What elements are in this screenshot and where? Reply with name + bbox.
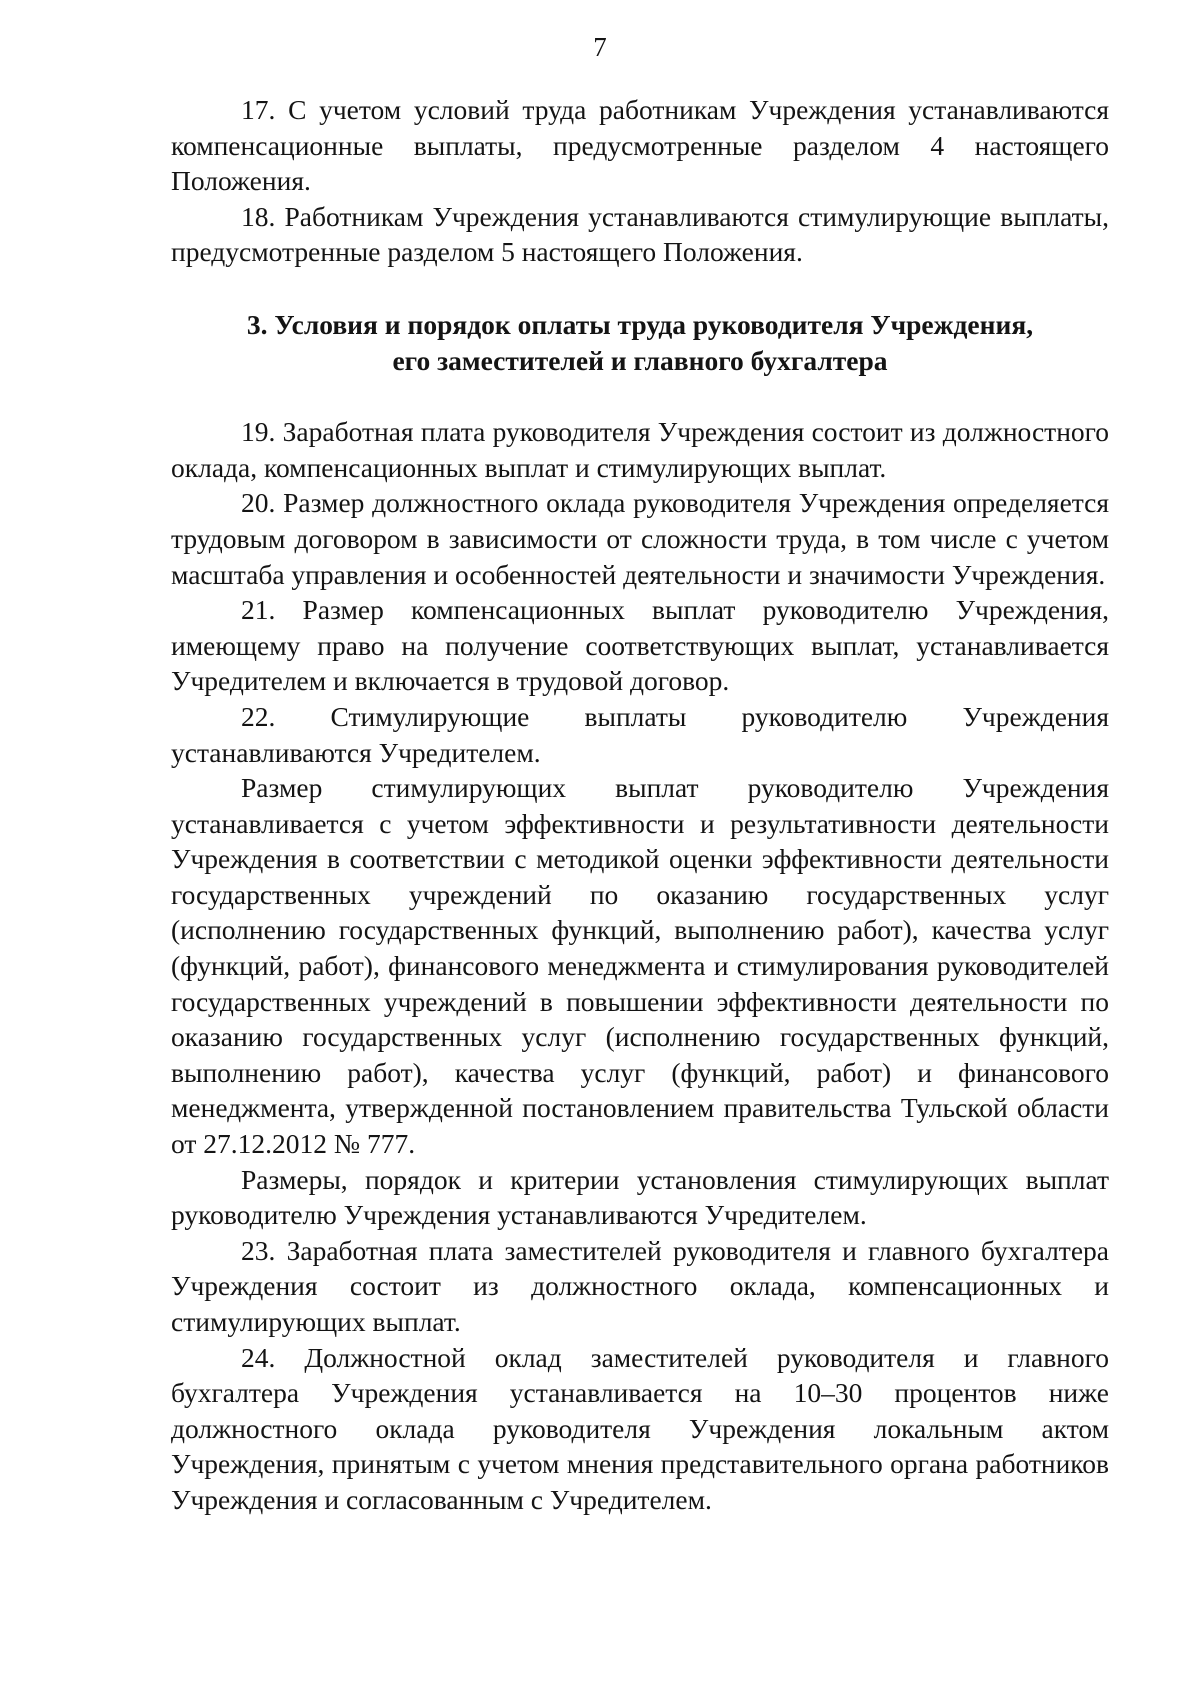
paragraph-17: 17. С учетом условий труда работникам Учреждения устанавливаются компенсационные выплаты, предусмотренные разделом 4 настоящего Положения. — [171, 94, 1109, 197]
paragraph-18: 18. Работникам Учреждения устанавливаются стимулирующие выплаты, предусмотренные разделом 5 настоящего Положения. — [171, 200, 1109, 268]
page-number: 7 — [593, 32, 607, 62]
paragraph-24: 24. Должностной оклад заместителей руководителя и главного бухгалтера Учреждения устанавливается на 10–30 процентов ниже должностного оклада руководителя Учреждения локальным актом Учреждения, принятым с учетом мнения представительного органа работников Учреждения и согласованным с Учредителем. — [171, 1341, 1109, 1515]
paragraph-23: 23. Заработная плата заместителей руководителя и главного бухгалтера Учреждения состоит из должностного оклада, компенсационных и стимулирующих выплат. — [171, 1234, 1109, 1337]
document-body — [171, 92, 1109, 1518]
paragraph-21: 21. Размер компенсационных выплат руководителю Учреждения, имеющему право на получение соответствующих выплат, устанавливается Учредителем и включается в трудовой договор. — [171, 594, 1109, 697]
paragraph-22-incentive-criteria: Размеры, порядок и критерии установления стимулирующих выплат руководителю Учреждения устанавливаются Учредителем. — [171, 1163, 1109, 1231]
paragraph-19: 19. Заработная плата руководителя Учреждения состоит из должностного оклада, компенсационных выплат и стимулирующих выплат. — [171, 416, 1109, 483]
section-heading — [171, 307, 1109, 378]
paragraph-20: 20. Размер должностного оклада руководителя Учреждения определяется трудовым договором в зависимости от сложности труда, в том числе с учетом масштаба управления и особенностей деятельности и значимости Учреждения. — [171, 487, 1109, 590]
section-heading-line-1: 3. Условия и порядок оплаты труда руководителя Учреждения, — [246, 308, 1034, 340]
paragraph-22: 22. Стимулирующие выплаты руководителю Учреждения устанавливаются Учредителем. — [171, 700, 1109, 768]
paragraph-22-incentive-size: Размер стимулирующих выплат руководителю Учреждения устанавливается с учетом эффективности и результативности деятельности Учреждения в соответствии с методикой оценки эффективности деятельности государственных учреждений по оказанию государственных услуг (исполнению государственных функций, выполнению работ), качества услуг (функций, работ), финансового менеджмента и стимулирования руководителей государственных учреждений в повышении эффективности деятельности по оказанию государственных услуг (исполнению государственных функций, выполнению работ), качества услуг (функций, работ) и финансового менеджмента, утвержденной постановлением правительства Тульской области от 27.12.2012 № 777. — [171, 772, 1109, 1160]
section-heading-line-2: его заместителей и главного бухгалтера — [392, 344, 888, 376]
